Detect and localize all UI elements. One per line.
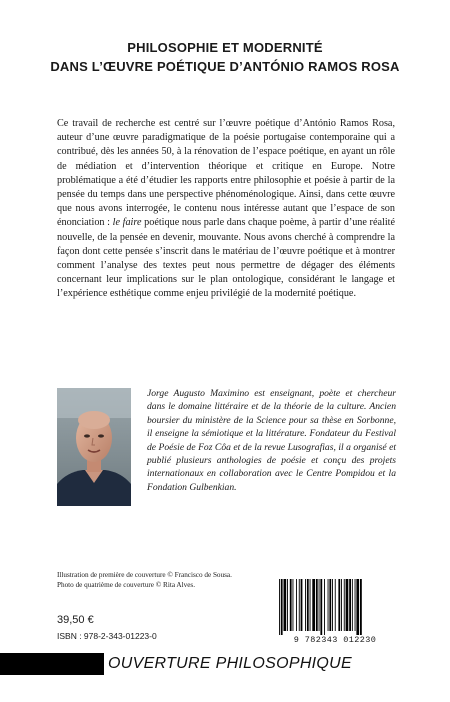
author-photo	[57, 388, 131, 506]
barcode-bar	[360, 579, 362, 635]
barcode-bar	[356, 579, 359, 635]
cover-credit: Illustration de première de couverture © Francisco de Sousa.	[57, 571, 232, 579]
barcode-bar	[293, 579, 294, 631]
title-line-2: DANS L’ŒUVRE POÉTIQUE D’ANTÓNIO RAMOS ROSA	[50, 59, 400, 74]
summary-text-1: Ce travail de recherche est centré sur l’œuvre poétique d’António Ramos Rosa, auteur d’une œuvre paradigmatique de la poésie portugaise contemporaine qui a contribué, dès les années 50, à la rénovation de l’espace poétique, en ayant un rôle de médiation et d’intervention théorique et critique en Europe. Notre problématique a été d’étudier les rapports entre philosophie et poésie à partir de la pensée du temps dans une perspective phénoménologique. Ainsi, dans cette œuvre que nous avons interrogée, le contenu nous intéresse autant que l’espace de son énonciation :	[57, 118, 395, 229]
barcode-bar	[355, 579, 356, 631]
barcode	[277, 579, 395, 635]
barcode-bar	[316, 579, 318, 631]
barcode-bar	[301, 579, 303, 631]
barcode-bar	[281, 579, 283, 635]
barcode-bar	[307, 579, 309, 631]
title-line-1: PHILOSOPHIE ET MODERNITÉ	[127, 40, 323, 55]
barcode-bar	[329, 579, 331, 631]
barcode-bar	[338, 579, 340, 631]
author-photo-illustration	[57, 388, 131, 506]
summary-text-2: poétique nous parle dans chaque poème, à partir d’une réalité nouvelle, de la pensée en devenir, mouvante. Nous avons cherché à comprendre la façon dont cette pensée s’inscrit dans le matériau de l’œuvre poétique et à montrer comment l’analyse des textes peut nous permettre de dégager des éléments concernant leur implications sur le plan ontologique, considérant le langage et l’expérience esthétique comme enjeu privilégié de la modernité poétique.	[57, 217, 396, 300]
barcode-bar	[287, 579, 288, 631]
book-title	[0, 38, 450, 76]
barcode-bar	[319, 579, 320, 631]
barcode-bar	[332, 579, 333, 631]
barcode-bar	[299, 579, 300, 631]
back-cover-summary	[57, 117, 395, 302]
barcode-bar	[352, 579, 353, 631]
barcode-bar	[305, 579, 306, 631]
barcode-bar	[310, 579, 311, 631]
barcode-bar	[328, 579, 329, 631]
barcode-bar	[349, 579, 351, 631]
barcode-bar	[346, 579, 349, 631]
isbn: ISBN : 978-2-343-01223-0	[57, 631, 157, 641]
barcode-bar	[335, 579, 336, 631]
barcode-bar	[344, 579, 345, 631]
photo-credit: Photo de quatrième de couverture © Rita Alves.	[57, 581, 195, 589]
author-bio: Jorge Augusto Maximino est enseignant, poète et chercheur dans le domaine littéraire et de la théorie de la culture. Ancien boursier du ministère de la Science pour sa thèse en Sorbonne, il enseigne la sémiotique et la littérature. Fondateur du Festival de Poésie de Foz Côa et de la revue Lusografias, il a organisé et publié plusieurs anthologies de poésie et conçu des projets internationaux en collaboration avec le Centre Pompidou et la Fondation Gulbenkian.	[147, 388, 396, 493]
barcode-bar	[341, 579, 342, 631]
barcode-bar	[324, 579, 325, 635]
barcode-bar	[279, 579, 280, 635]
barcode-bar	[320, 579, 322, 635]
barcode-bar	[296, 579, 297, 631]
series-name: OUVERTURE PHILOSOPHIQUE	[104, 653, 450, 675]
summary-emphasis: le faire	[112, 217, 142, 229]
barcode-bar	[284, 579, 287, 631]
barcode-bar	[290, 579, 292, 631]
price: 39,50 €	[57, 614, 94, 626]
barcode-bar	[312, 579, 315, 631]
barcode-number: 9 782343 012230	[293, 635, 377, 645]
